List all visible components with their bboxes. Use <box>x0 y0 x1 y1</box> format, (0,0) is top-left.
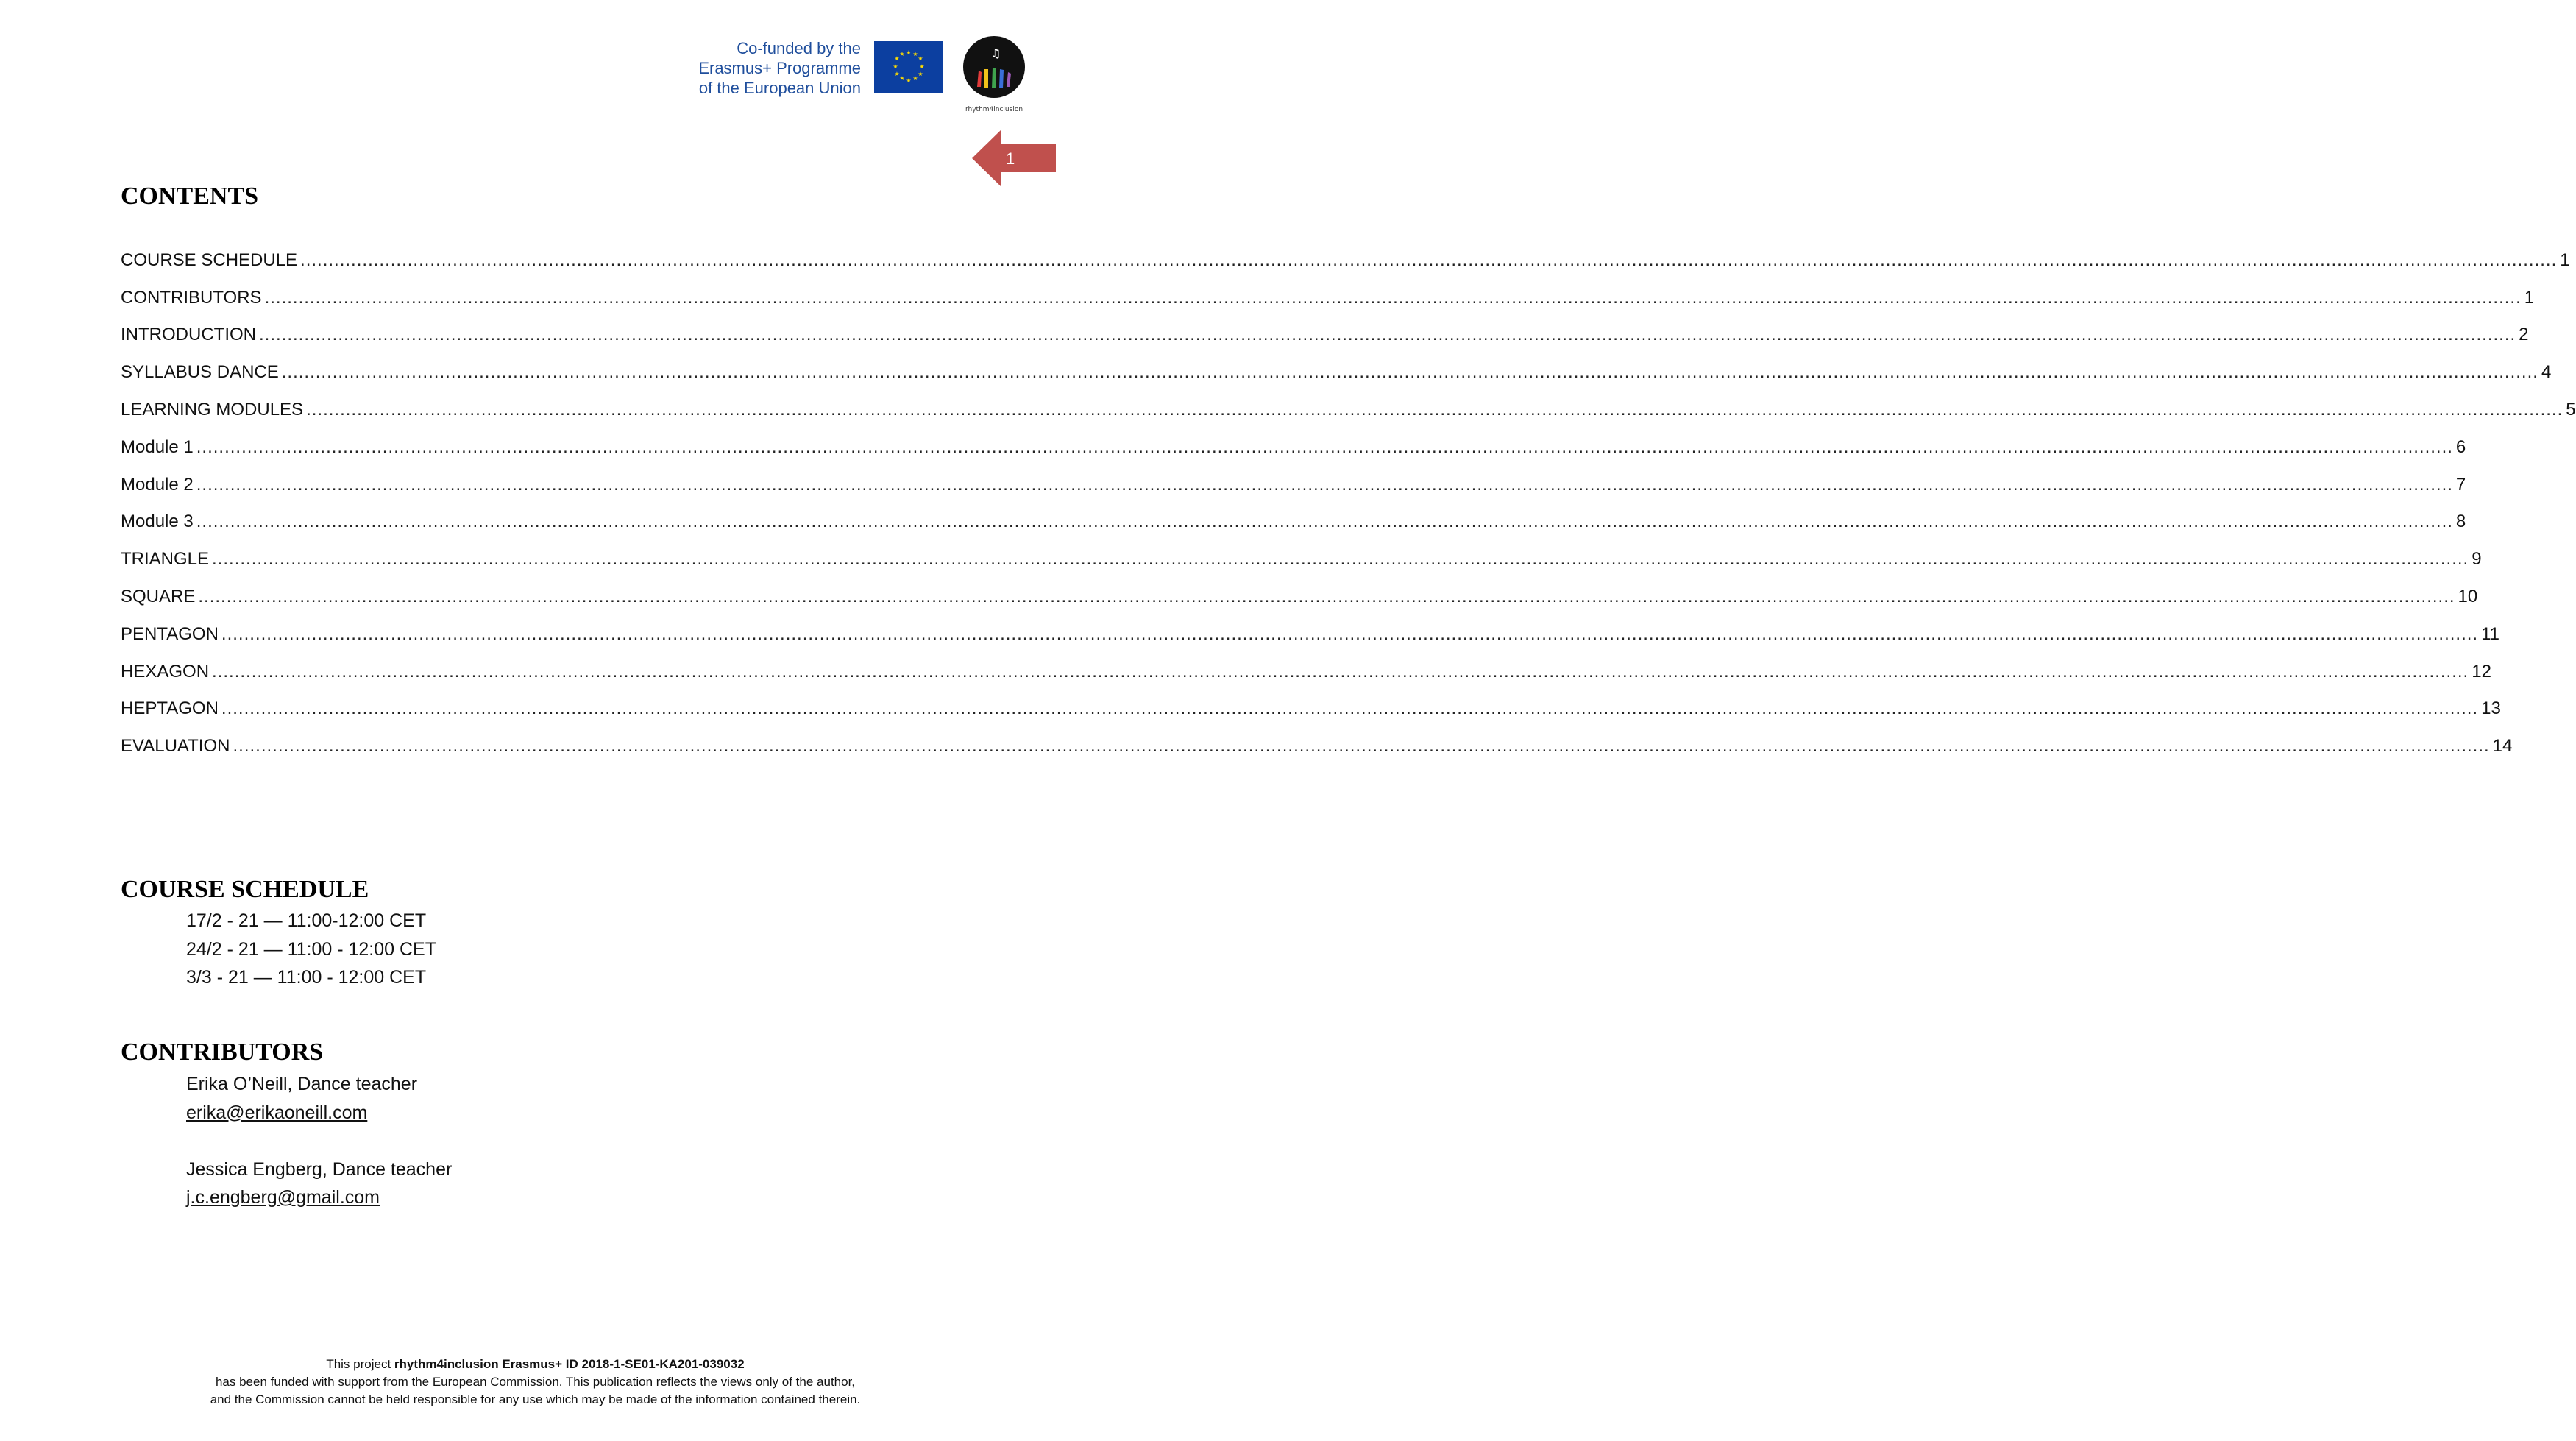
toc-entry[interactable] <box>121 272 2535 309</box>
toc-entry-label: TRIANGLE <box>121 549 210 570</box>
toc-entry-page: 1 <box>2560 249 2570 270</box>
toc-entry-page: 4 <box>2541 362 2552 383</box>
toc-entry-page: 12 <box>2472 661 2491 681</box>
course-schedule-list <box>186 907 436 992</box>
svg-text:★: ★ <box>912 75 918 82</box>
contributors-heading: CONTRIBUTORS <box>121 1038 324 1066</box>
toc-dot-leader: ................................................................................................................................................................................................................................................................................................................................................................................................................ <box>196 511 2453 532</box>
toc-entry[interactable] <box>121 645 2491 683</box>
page-number-label: 1 <box>1006 149 1015 168</box>
toc-entry-label: HEPTAGON <box>121 698 219 719</box>
contributor-email-link[interactable]: erika@erikaoneill.com <box>186 1102 368 1123</box>
toc-entry-label: SQUARE <box>121 586 196 606</box>
toc-dot-leader: ................................................................................................................................................................................................................................................................................................................................................................................................................ <box>198 586 2455 606</box>
toc-dot-leader: ................................................................................................................................................................................................................................................................................................................................................................................................................ <box>221 698 2479 719</box>
contributor-name-role: Jessica Engberg, Dance teacher <box>186 1158 453 1180</box>
toc-entry-page: 8 <box>2455 511 2466 532</box>
cofunded-line-1: Co-funded by the <box>737 39 861 57</box>
cofunded-statement <box>684 38 861 98</box>
toc-dot-leader: ................................................................................................................................................................................................................................................................................................................................................................................................................ <box>196 436 2453 457</box>
footer-line-3: and the Commission cannot be held responsible for any use which may be made of the information contained therein. <box>210 1392 861 1406</box>
contributor-name-role: Erika O’Neill, Dance teacher <box>186 1074 418 1094</box>
schedule-session: 3/3 - 21 — 11:00 - 12:00 CET <box>186 967 427 988</box>
toc-dot-leader: ................................................................................................................................................................................................................................................................................................................................................................................................................ <box>258 325 2516 345</box>
toc-entry-label: Module 2 <box>121 474 194 495</box>
course-schedule-heading: COURSE SCHEDULE <box>121 876 369 903</box>
toc-entry-page: 2 <box>2519 325 2529 345</box>
toc-entry[interactable] <box>121 533 2482 570</box>
toc-entry[interactable] <box>121 496 2466 534</box>
cofunded-line-2: Erasmus+ Programme <box>698 59 861 77</box>
toc-entry-label: INTRODUCTION <box>121 325 256 345</box>
svg-text:★: ★ <box>899 51 905 57</box>
toc-entry[interactable] <box>121 683 2501 720</box>
contributors-list <box>186 1070 452 1212</box>
toc-dot-leader: ................................................................................................................................................................................................................................................................................................................................................................................................................ <box>281 362 2538 383</box>
toc-entry-label: COURSE SCHEDULE <box>121 249 298 270</box>
toc-dot-leader: ................................................................................................................................................................................................................................................................................................................................................................................................................ <box>221 623 2479 644</box>
toc-entry[interactable] <box>121 608 2500 645</box>
toc-entry[interactable] <box>121 346 2552 383</box>
page-number-arrow[interactable] <box>972 130 1056 187</box>
toc-entry-label: Module 1 <box>121 436 194 457</box>
funding-disclaimer-footer <box>118 1356 953 1409</box>
svg-text:★: ★ <box>918 71 923 77</box>
toc-entry-label: CONTRIBUTORS <box>121 287 262 308</box>
svg-text:★: ★ <box>912 51 918 57</box>
toc-entry[interactable] <box>121 383 2576 421</box>
svg-text:★: ★ <box>906 77 912 84</box>
toc-entry[interactable] <box>121 720 2513 757</box>
footer-project-id: rhythm4inclusion Erasmus+ ID 2018-1-SE01-KA201-039032 <box>394 1357 745 1371</box>
svg-text:★: ★ <box>919 63 925 70</box>
toc-entry-label: SYLLABUS DANCE <box>121 362 279 383</box>
toc-entry[interactable] <box>121 309 2529 347</box>
logo-caption: rhythm4inclusion <box>965 106 1023 113</box>
footer-line-1-prefix: This project <box>326 1357 394 1371</box>
toc-entry-label: LEARNING MODULES <box>121 399 304 419</box>
toc-entry[interactable] <box>121 570 2478 608</box>
toc-entry-page: 7 <box>2455 474 2466 495</box>
toc-entry-page: 9 <box>2472 549 2482 570</box>
schedule-session: 17/2 - 21 — 11:00-12:00 CET <box>186 910 427 931</box>
table-of-contents <box>121 234 2576 757</box>
toc-entry-page: 13 <box>2481 698 2501 719</box>
contributor-email-link[interactable]: j.c.engberg@gmail.com <box>186 1187 380 1208</box>
toc-dot-leader: ................................................................................................................................................................................................................................................................................................................................................................................................................ <box>196 474 2453 495</box>
svg-text:♫: ♫ <box>990 46 1001 60</box>
footer-line-1 <box>118 1356 953 1373</box>
spacer <box>186 1127 452 1155</box>
svg-text:★: ★ <box>918 55 923 62</box>
toc-dot-leader: ................................................................................................................................................................................................................................................................................................................................................................................................................ <box>212 661 2469 681</box>
toc-entry[interactable] <box>121 421 2466 458</box>
cofunded-line-3: of the European Union <box>698 79 861 97</box>
eu-flag-icon <box>874 41 943 93</box>
toc-entry[interactable] <box>121 234 2570 272</box>
contents-heading: CONTENTS <box>121 183 259 210</box>
toc-dot-leader: ................................................................................................................................................................................................................................................................................................................................................................................................................ <box>212 549 2469 570</box>
toc-dot-leader: ................................................................................................................................................................................................................................................................................................................................................................................................................ <box>233 736 2490 757</box>
toc-entry-label: Module 3 <box>121 511 194 532</box>
schedule-session: 24/2 - 21 — 11:00 - 12:00 CET <box>186 938 437 960</box>
toc-entry[interactable] <box>121 458 2466 496</box>
toc-entry-label: EVALUATION <box>121 736 230 757</box>
svg-text:★: ★ <box>894 71 900 77</box>
toc-entry-label: PENTAGON <box>121 623 219 644</box>
svg-text:★: ★ <box>899 75 905 82</box>
svg-text:★: ★ <box>894 55 900 62</box>
svg-text:★: ★ <box>906 49 912 56</box>
svg-text:★: ★ <box>893 63 898 70</box>
toc-entry-page: 10 <box>2458 586 2478 606</box>
toc-dot-leader: ................................................................................................................................................................................................................................................................................................................................................................................................................ <box>306 399 2563 419</box>
toc-entry-page: 1 <box>2524 287 2535 308</box>
toc-dot-leader: ................................................................................................................................................................................................................................................................................................................................................................................................................ <box>264 287 2522 308</box>
footer-line-2: has been funded with support from the European Commission. This publication reflects the views only of the author, <box>215 1375 856 1389</box>
rhythm4inclusion-logo-icon <box>962 35 1026 99</box>
toc-entry-label: HEXAGON <box>121 661 210 681</box>
toc-dot-leader: ................................................................................................................................................................................................................................................................................................................................................................................................................ <box>300 249 2558 270</box>
toc-entry-page: 6 <box>2455 436 2466 457</box>
toc-entry-page: 11 <box>2481 623 2500 644</box>
toc-entry-page: 14 <box>2492 736 2513 757</box>
toc-entry-page: 5 <box>2566 399 2576 419</box>
